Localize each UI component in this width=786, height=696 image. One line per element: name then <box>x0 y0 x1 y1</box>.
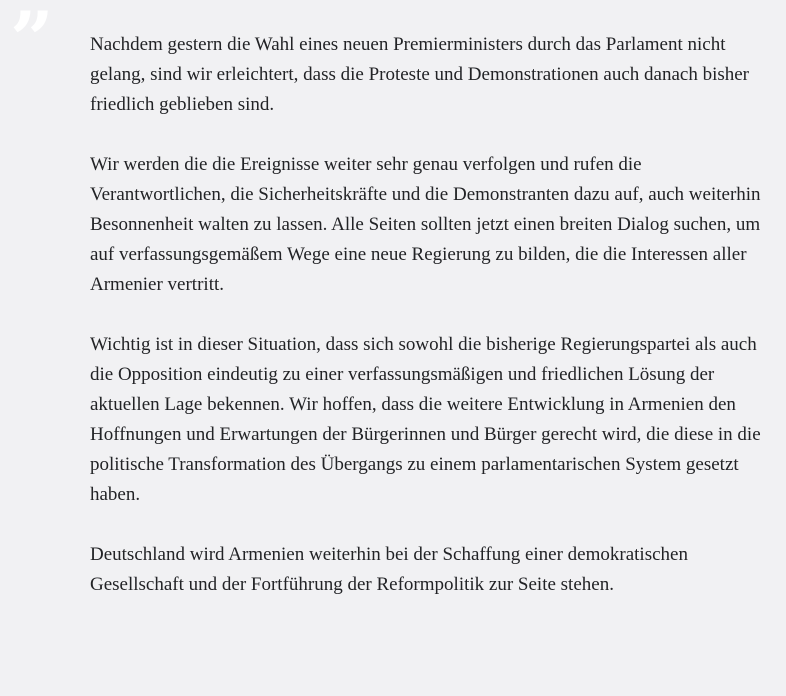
quote-paragraph-3: Wichtig ist in dieser Situation, dass sich sowohl die bisherige Regierungspartei als auch die Opposition eindeutig zu einer verfassungsmäßigen und friedlichen Lösung der aktuellen Lage bekennen. Wir hoffen, dass die weitere Entwicklung in Armenien den Hoffnungen und Erwartungen der Bürgerinnen und Bürger gerecht wird, die diese in die politische Transformation des Übergangs zu einem parlamentarischen System gesetzt haben. <box>90 334 761 505</box>
quote-paragraph-1: Nachdem gestern die Wahl eines neuen Premierministers durch das Parlament nicht gelang, sind wir erleichtert, dass die Proteste und Demonstrationen auch danach bisher friedlich geblieben sind. <box>90 34 749 115</box>
quotation-mark-icon: ” <box>10 0 54 84</box>
quote-paragraph-2: Wir werden die die Ereignisse weiter sehr genau verfolgen und rufen die Verantwortlichen, die Sicherheitskräfte und die Demonstranten dazu auf, auch weiterhin Besonnenheit walten zu lassen. Alle Seiten sollten jetzt einen breiten Dialog suchen, um auf verfassungsgemäßem Wege eine neue Regierung zu bilden, die die Interessen aller Armenier vertritt. <box>90 154 761 295</box>
quote-body <box>90 30 762 630</box>
quote-paragraph-4: Deutschland wird Armenien weiterhin bei der Schaffung einer demokratischen Gesellschaft und der Fortführung der Reformpolitik zur Seite stehen. <box>90 544 688 595</box>
